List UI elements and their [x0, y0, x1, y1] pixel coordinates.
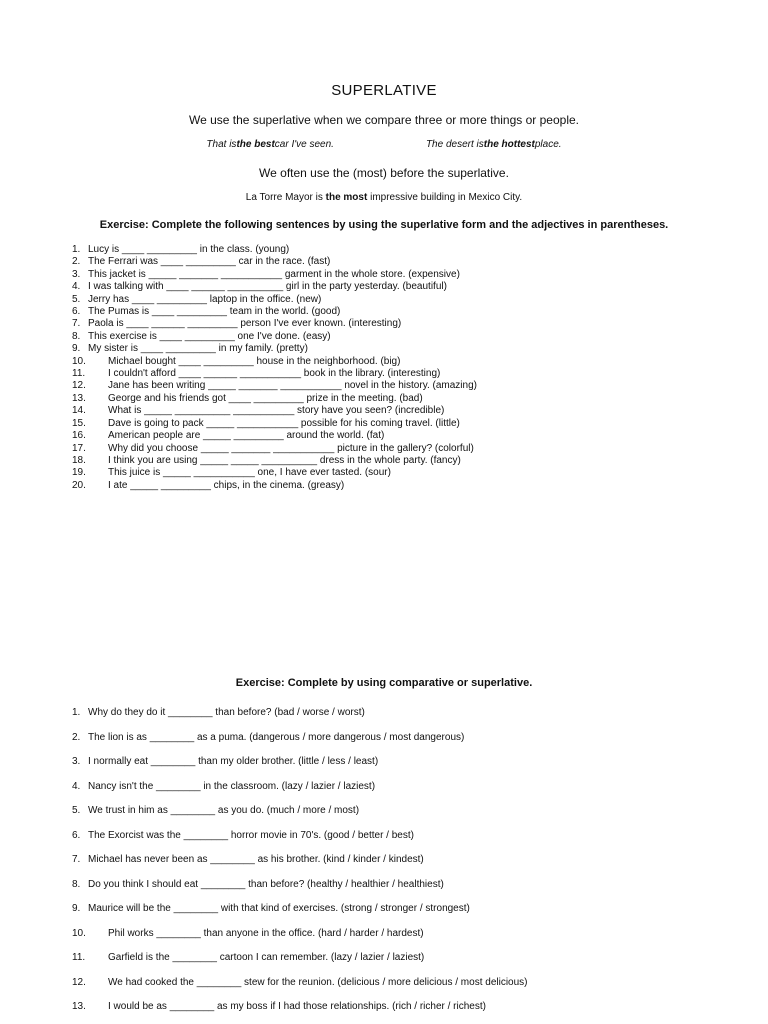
exercise-item — [72, 701, 528, 726]
item-number: 11. — [72, 368, 86, 380]
item-number: 5. — [72, 805, 81, 816]
item-number: 12. — [72, 976, 86, 988]
example-2: The desert isthe hottestplace. — [425, 139, 562, 150]
example-1: That isthe bestcar I've seen. — [206, 139, 334, 150]
item-number: 10. — [72, 355, 86, 367]
exercise-item — [72, 971, 528, 996]
item-text: My sister is ____ _________ in my family. (pretty) — [88, 343, 308, 355]
item-text: This jacket is _____ _______ ___________ garment in the whole store. (expensive) — [88, 268, 460, 280]
item-number: 18. — [72, 454, 86, 466]
exercise-item — [72, 318, 477, 330]
item-number: 1. — [72, 244, 81, 255]
exercise-item — [72, 380, 477, 392]
exercise-item — [72, 726, 528, 751]
item-number: 2. — [72, 731, 81, 743]
exercise-item — [72, 480, 477, 492]
item-text: Do you think I should eat ________ than before? (healthy / healthier / healthiest) — [88, 878, 444, 890]
item-text: The lion is as ________ as a puma. (dangerous / more dangerous / most dangerous) — [88, 731, 465, 743]
item-text: Dave is going to pack _____ ___________ possible for his coming travel. (little) — [108, 417, 460, 429]
item-text: Why do they do it ________ than before? (bad / worse / worst) — [88, 707, 365, 718]
exercise-item — [72, 294, 477, 306]
item-number: 12. — [72, 380, 86, 392]
exercise-item — [72, 368, 477, 380]
exercise-item — [72, 281, 477, 293]
item-text: I was talking with ____ ______ __________ girl in the party yesterday. (beautiful) — [88, 281, 447, 293]
item-number: 9. — [72, 343, 81, 355]
item-text: I ate _____ _________ chips, in the cinema. (greasy) — [108, 479, 345, 491]
item-number: 7. — [72, 318, 81, 330]
exercise-item — [72, 331, 477, 343]
exercise-item — [72, 897, 528, 922]
item-text: The Pumas is ____ _________ team in the world. (good) — [88, 306, 341, 318]
exercise-item — [72, 405, 477, 417]
item-text: I normally eat ________ than my older brother. (little / less / least) — [88, 756, 379, 767]
item-text: Maurice will be the ________ with that kind of exercises. (strong / stronger / strongest) — [88, 903, 470, 914]
item-number: 6. — [72, 306, 81, 318]
item-text: Michael bought ____ _________ house in the neighborhood. (big) — [108, 355, 401, 367]
exercise-item — [72, 393, 477, 405]
exercise-1-heading: Exercise: Complete the following sentences by using the superlative form and the adjectives in parentheses. — [99, 219, 669, 231]
item-text: Lucy is ____ _________ in the class. (young) — [88, 244, 290, 255]
exercise-item — [72, 848, 528, 873]
exercise-item — [72, 455, 477, 467]
item-text: The Exorcist was the ________ horror movie in 70's. (good / better / best) — [88, 829, 414, 841]
example-sentences — [0, 139, 768, 150]
item-text: Paola is ____ ______ _________ person I've ever known. (interesting) — [88, 318, 402, 330]
item-number: 14. — [72, 405, 86, 417]
exercise-item — [72, 873, 528, 898]
item-number: 9. — [72, 903, 81, 914]
item-text: George and his friends got ____ _________ prize in the meeting. (bad) — [108, 392, 423, 404]
exercise-item — [72, 269, 477, 281]
item-text: Why did you choose _____ _______ ___________ picture in the gallery? (colorful) — [108, 442, 474, 454]
item-number: 5. — [72, 293, 81, 305]
exercise-item — [72, 922, 528, 947]
exercise-item — [72, 467, 477, 479]
item-number: 11. — [72, 952, 86, 963]
item-number: 3. — [72, 756, 81, 767]
item-number: 15. — [72, 417, 86, 429]
exercise-2-list — [72, 701, 528, 1020]
item-number: 3. — [72, 268, 81, 280]
page-title: SUPERLATIVE — [331, 82, 437, 99]
item-text: Phil works ________ than anyone in the office. (hard / harder / hardest) — [108, 927, 424, 939]
item-text: American people are _____ _________ around the world. (fat) — [108, 430, 385, 442]
exercise-item — [72, 750, 528, 775]
item-number: 4. — [72, 281, 81, 293]
item-text: We had cooked the ________ stew for the reunion. (delicious / more delicious / most delicious) — [108, 976, 528, 988]
exercise-item — [72, 430, 477, 442]
exercise-item — [72, 443, 477, 455]
exercise-item — [72, 799, 528, 824]
item-text: Jane has been writing _____ _______ ___________ novel in the history. (amazing) — [108, 380, 477, 392]
intro-text: We use the superlative when we compare three or more things or people. — [189, 113, 579, 127]
item-text: Jerry has ____ _________ laptop in the office. (new) — [88, 293, 322, 305]
item-text: Garfield is the ________ cartoon I can remember. (lazy / lazier / laziest) — [108, 952, 425, 963]
item-number: 19. — [72, 467, 86, 479]
item-number: 4. — [72, 780, 81, 792]
exercise-2-heading: Exercise: Complete by using comparative or superlative. — [235, 677, 533, 689]
item-number: 13. — [72, 392, 86, 404]
item-text: This exercise is ____ _________ one I've done. (easy) — [88, 330, 331, 342]
item-number: 2. — [72, 256, 81, 268]
item-number: 20. — [72, 479, 86, 491]
item-text: This juice is _____ ___________ one, I have ever tasted. (sour) — [108, 467, 391, 479]
item-number: 8. — [72, 330, 81, 342]
item-number: 13. — [72, 1001, 86, 1012]
exercise-item — [72, 824, 528, 849]
item-text: We trust in him as ________ as you do. (much / more / most) — [88, 805, 360, 816]
item-text: I would be as ________ as my boss if I had those relationships. (rich / richer / richest) — [108, 1001, 486, 1012]
item-text: Michael has never been as ________ as his brother. (kind / kinder / kindest) — [88, 854, 424, 865]
exercise-item — [72, 418, 477, 430]
item-text: The Ferrari was ____ _________ car in the race. (fast) — [88, 256, 331, 268]
item-text: What is _____ __________ ___________ story have you seen? (incredible) — [108, 405, 445, 417]
exercise-item — [72, 995, 528, 1020]
item-number: 17. — [72, 442, 86, 454]
exercise-item — [72, 244, 477, 256]
item-number: 7. — [72, 854, 81, 865]
exercise-1-list — [72, 244, 477, 492]
item-number: 10. — [72, 927, 86, 939]
intro-text-2: We often use the (most) before the superlative. — [259, 166, 509, 180]
item-text: I think you are using _____ _____ __________ dress in the whole party. (fancy) — [108, 454, 461, 466]
exercise-item — [72, 356, 477, 368]
item-number: 6. — [72, 829, 81, 841]
item-text: Nancy isn't the ________ in the classroom. (lazy / lazier / laziest) — [88, 780, 376, 792]
item-number: 1. — [72, 707, 81, 718]
exercise-item — [72, 775, 528, 800]
exercise-item — [72, 343, 477, 355]
item-number: 16. — [72, 430, 86, 442]
example-3: La Torre Mayor is the most impressive building in Mexico City. — [245, 192, 523, 203]
exercise-item — [72, 306, 477, 318]
exercise-item — [72, 256, 477, 268]
exercise-item — [72, 946, 528, 971]
item-text: I couldn't afford ____ ______ ___________ book in the library. (interesting) — [108, 368, 441, 380]
item-number: 8. — [72, 878, 81, 890]
